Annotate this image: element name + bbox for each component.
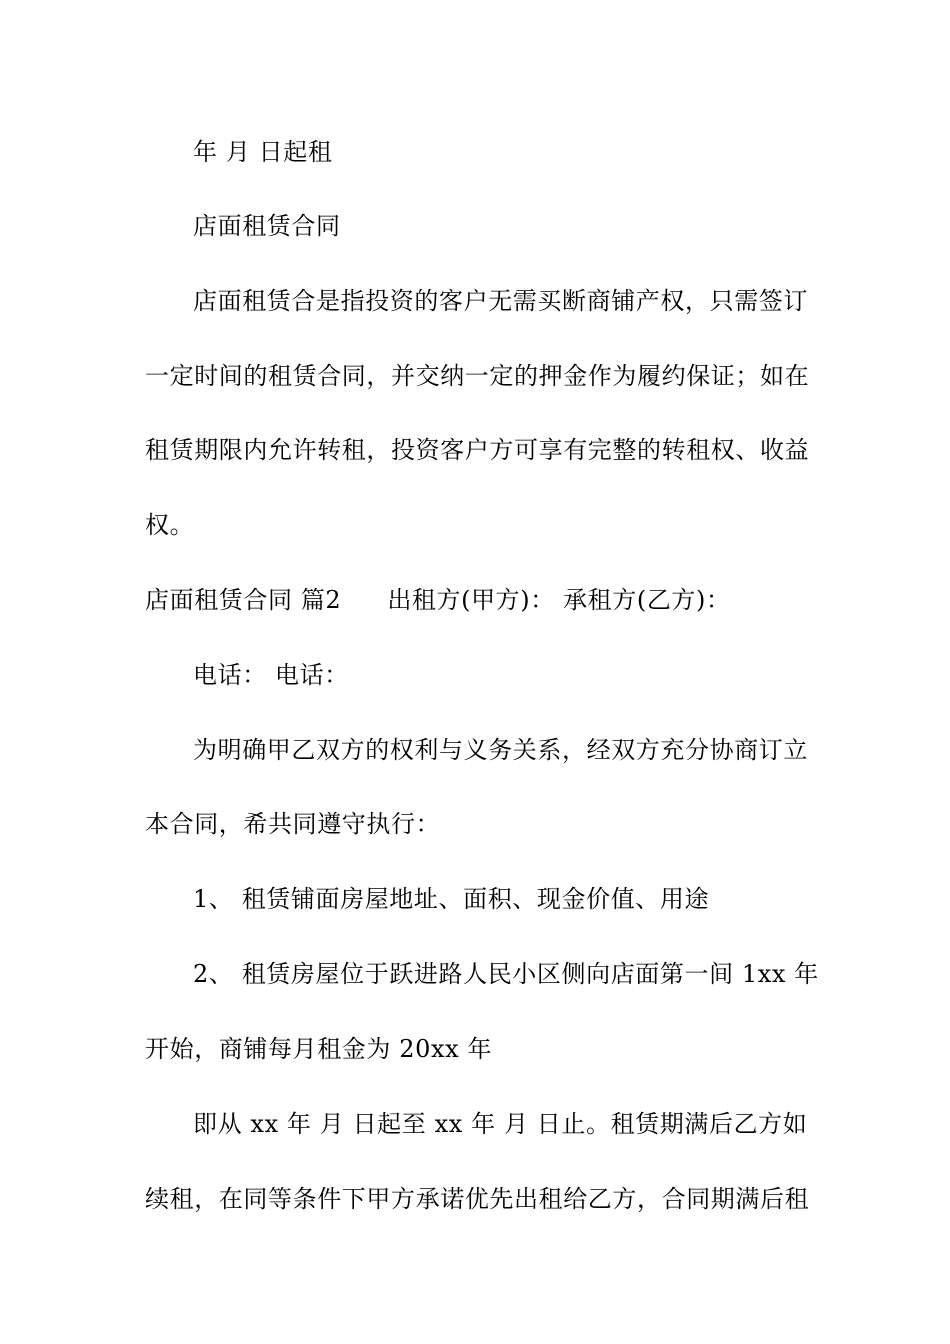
clause-line: 1、 租赁铺面房屋地址、面积、现金价值、用途: [193, 885, 710, 913]
parties-label: 出租方(甲方)： 承租方(乙方)：: [387, 586, 731, 614]
paragraph-line: 开始，商铺每月租金为 20xx 年: [145, 1035, 493, 1063]
contract-header-line: [145, 584, 810, 616]
paragraph-line: 为明确甲乙双方的权利与义务关系，经双方充分协商订立: [193, 736, 808, 764]
date-line: 年 月 日起租: [193, 138, 333, 166]
paragraph-line: 本合同，希共同遵守执行：: [145, 810, 441, 838]
phone-line: 电话： 电话：: [193, 661, 349, 689]
paragraph-line: 租赁期限内允许转租，投资客户方可享有完整的转租权、收益: [145, 436, 810, 464]
paragraph-line: 续租，在同等条件下甲方承诺优先出租给乙方，合同期满后租: [145, 1185, 810, 1213]
contract-title: 店面租赁合同 篇2: [145, 586, 342, 614]
paragraph-line: 一定时间的租赁合同，并交纳一定的押金作为履约保证；如在: [145, 362, 810, 390]
paragraph-line: 店面租赁合是指投资的客户无需买断商铺产权，只需签订: [193, 287, 808, 315]
section-title: 店面租赁合同: [193, 212, 341, 240]
paragraph-line: 即从 xx 年 月 日起至 xx 年 月 日止。租赁期满后乙方如: [193, 1110, 808, 1138]
paragraph-line: 权。: [145, 511, 195, 539]
clause-line: 2、 租赁房屋位于跃进路人民小区侧向店面第一间 1xx 年: [193, 960, 819, 988]
